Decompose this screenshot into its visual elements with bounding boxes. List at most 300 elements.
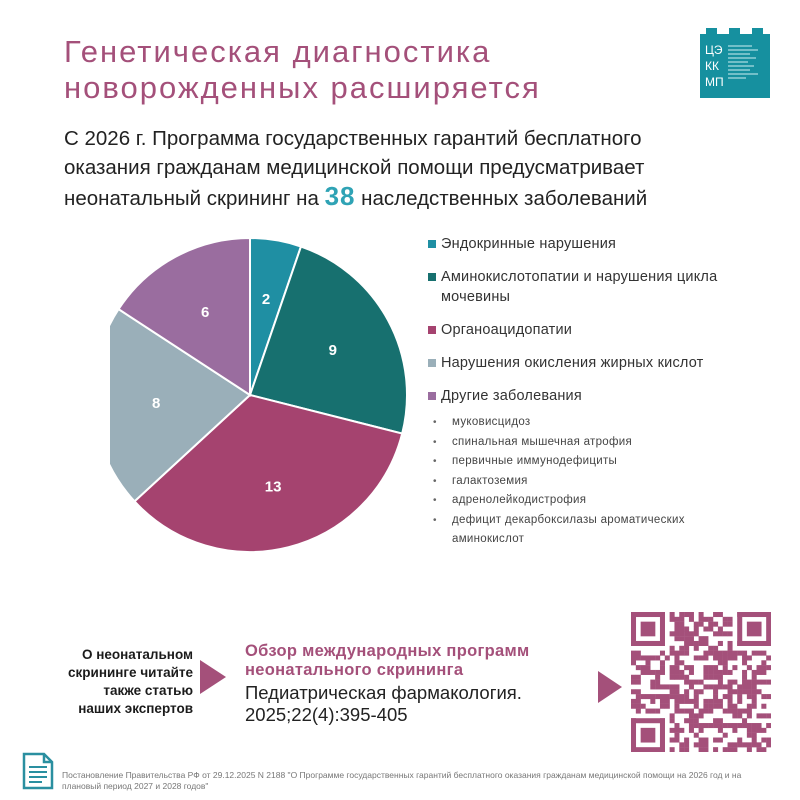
qr-module — [670, 646, 675, 651]
review-citation-line-1: Педиатрическая фармакология. — [245, 682, 522, 703]
qr-module — [674, 631, 679, 636]
qr-module — [650, 655, 655, 660]
qr-module — [645, 709, 650, 714]
triangle-arrow-icon — [200, 660, 226, 694]
svg-text:КК: КК — [705, 59, 719, 73]
qr-module — [650, 684, 655, 689]
qr-module — [650, 694, 655, 699]
qr-module — [713, 747, 718, 752]
qr-module — [674, 723, 679, 728]
qr-module — [752, 738, 757, 743]
qr-module — [713, 670, 718, 675]
qr-module — [699, 728, 704, 733]
qr-module — [732, 713, 737, 718]
qr-module — [728, 655, 733, 660]
qr-module — [732, 728, 737, 733]
qr-finder — [631, 641, 665, 646]
qr-module — [713, 738, 718, 743]
qr-module — [708, 651, 713, 656]
qr-module — [757, 742, 762, 747]
qr-module — [708, 622, 713, 627]
qr-module — [742, 651, 747, 656]
qr-module — [670, 670, 675, 675]
qr-module — [655, 709, 660, 714]
qr-module — [752, 675, 757, 680]
qr-module — [703, 709, 708, 714]
qr-module — [631, 704, 636, 709]
qr-module — [723, 660, 728, 665]
legend-item-endocrine — [428, 234, 748, 254]
svg-text:ЦЭ: ЦЭ — [705, 43, 723, 57]
qr-module — [723, 723, 728, 728]
qr-module — [679, 699, 684, 704]
qr-module — [694, 655, 699, 660]
qr-module — [665, 704, 670, 709]
qr-module — [684, 641, 689, 646]
qr-module — [660, 670, 665, 675]
qr-code[interactable] — [631, 612, 771, 752]
qr-module — [732, 742, 737, 747]
other-disease-item: • галактоземия — [428, 472, 748, 492]
legend-label-aminoacidopathies: Аминокислотопатии и нарушения цикла мочевины — [441, 269, 718, 305]
qr-module — [636, 689, 641, 694]
qr-finder — [641, 728, 656, 743]
qr-module — [665, 694, 670, 699]
qr-module — [757, 723, 762, 728]
qr-module — [757, 713, 762, 718]
qr-module — [713, 646, 718, 651]
source-footnote: Постановление Правительства РФ от 29.12.2025 N 2188 "О Программе государственных гарантий бесплатного оказания гражданам медицинской помощи на 2026 год и на плановый период 2027 и 2028 годов" — [62, 770, 742, 791]
qr-module — [699, 742, 704, 747]
qr-module — [713, 689, 718, 694]
review-title-line-1: Обзор международных программ — [245, 642, 530, 660]
qr-module — [737, 723, 742, 728]
qr-module — [718, 626, 723, 631]
see-also-line-1: О неонатальном — [81, 647, 193, 662]
qr-module — [723, 655, 728, 660]
qr-module — [718, 699, 723, 704]
intro-line-2: оказания гражданам медицинской помощи предусматривает — [64, 156, 645, 179]
qr-module — [708, 617, 713, 622]
qr-module — [747, 689, 752, 694]
qr-module — [732, 680, 737, 685]
pie-value-label-1: 2 — [261, 290, 271, 308]
qr-module — [655, 684, 660, 689]
qr-module — [679, 742, 684, 747]
qr-module — [747, 665, 752, 670]
review-citation-line-2: 2025;22(4):395-405 — [245, 704, 408, 725]
qr-module — [684, 709, 689, 714]
qr-module — [757, 680, 762, 685]
qr-module — [703, 617, 708, 622]
qr-module — [660, 665, 665, 670]
legend-swatch-aminoacidopathies — [428, 273, 436, 281]
qr-module — [766, 723, 771, 728]
qr-module — [713, 631, 718, 636]
qr-module — [713, 723, 718, 728]
qr-module — [631, 651, 636, 656]
qr-module — [689, 665, 694, 670]
qr-module — [737, 694, 742, 699]
qr-module — [703, 747, 708, 752]
qr-module — [699, 617, 704, 622]
qr-module — [747, 728, 752, 733]
qr-module — [684, 689, 689, 694]
legend-swatch-endocrine — [428, 240, 436, 248]
qr-module — [718, 680, 723, 685]
qr-module — [679, 631, 684, 636]
qr-module — [694, 622, 699, 627]
qr-module — [757, 747, 762, 752]
pie-chart — [110, 230, 420, 560]
qr-module — [674, 670, 679, 675]
qr-module — [684, 699, 689, 704]
qr-module — [742, 709, 747, 714]
qr-module — [703, 675, 708, 680]
qr-module — [679, 646, 684, 651]
legend-swatch-fatty-acid-oxidation — [428, 359, 436, 367]
qr-module — [670, 675, 675, 680]
qr-module — [728, 747, 733, 752]
qr-module — [728, 742, 733, 747]
qr-finder — [631, 718, 636, 752]
qr-module — [679, 694, 684, 699]
qr-module — [757, 670, 762, 675]
legend-swatch-organic-acidurias — [428, 326, 436, 334]
review-title[interactable] — [245, 642, 615, 680]
qr-module — [752, 742, 757, 747]
qr-module — [699, 747, 704, 752]
qr-module — [665, 699, 670, 704]
qr-module — [703, 636, 708, 641]
review-citation — [245, 682, 615, 726]
intro-line-1: С 2026 г. Программа государственных гарантий бесплатного — [64, 127, 642, 150]
qr-module — [742, 660, 747, 665]
qr-module — [689, 699, 694, 704]
qr-module — [670, 694, 675, 699]
qr-module — [699, 655, 704, 660]
qr-finder — [747, 622, 762, 637]
qr-module — [636, 709, 641, 714]
qr-module — [703, 665, 708, 670]
qr-module — [761, 747, 766, 752]
qr-module — [742, 689, 747, 694]
qr-module — [699, 622, 704, 627]
qr-module — [708, 709, 713, 714]
qr-module — [718, 651, 723, 656]
qr-module — [718, 612, 723, 617]
qr-module — [723, 651, 728, 656]
qr-module — [742, 684, 747, 689]
qr-module — [650, 670, 655, 675]
qr-module — [708, 646, 713, 651]
triangle-arrow-icon — [598, 671, 622, 703]
legend-label-organic-acidurias: Органоацидопатии — [441, 322, 573, 338]
qr-finder — [631, 612, 636, 646]
qr-module — [636, 699, 641, 704]
qr-module — [689, 728, 694, 733]
qr-module — [684, 747, 689, 752]
qr-module — [636, 665, 641, 670]
qr-module — [674, 626, 679, 631]
qr-module — [636, 680, 641, 685]
qr-module — [718, 631, 723, 636]
qr-module — [674, 733, 679, 738]
qr-module — [670, 665, 675, 670]
qr-module — [737, 689, 742, 694]
qr-module — [650, 709, 655, 714]
qr-module — [674, 665, 679, 670]
qr-module — [713, 699, 718, 704]
qr-module — [645, 655, 650, 660]
legend-swatch-other — [428, 392, 436, 400]
title-line-2: новорожденных расширяется — [64, 70, 541, 105]
qr-module — [737, 738, 742, 743]
page-title — [64, 34, 624, 106]
other-disease-item: • первичные иммунодефициты — [428, 452, 748, 472]
qr-module — [713, 655, 718, 660]
qr-module — [761, 680, 766, 685]
qr-module — [674, 684, 679, 689]
qr-module — [713, 622, 718, 627]
qr-module — [679, 747, 684, 752]
qr-module — [699, 738, 704, 743]
qr-module — [660, 704, 665, 709]
qr-module — [752, 704, 757, 709]
qr-module — [766, 713, 771, 718]
chart-legend — [428, 234, 748, 550]
qr-finder — [737, 612, 742, 646]
qr-module — [708, 626, 713, 631]
qr-module — [742, 723, 747, 728]
qr-module — [747, 655, 752, 660]
qr-module — [728, 651, 733, 656]
qr-module — [732, 747, 737, 752]
qr-module — [670, 631, 675, 636]
qr-module — [674, 636, 679, 641]
qr-module — [645, 660, 650, 665]
qr-module — [699, 641, 704, 646]
qr-module — [684, 718, 689, 723]
see-also-line-4: наших экспертов — [78, 701, 193, 716]
qr-module — [713, 675, 718, 680]
qr-module — [645, 670, 650, 675]
qr-module — [684, 612, 689, 617]
qr-module — [713, 684, 718, 689]
qr-module — [641, 655, 646, 660]
qr-finder — [631, 612, 665, 617]
qr-module — [689, 709, 694, 714]
qr-module — [674, 655, 679, 660]
qr-module — [699, 680, 704, 685]
qr-module — [766, 694, 771, 699]
qr-module — [694, 689, 699, 694]
qr-finder — [737, 641, 771, 646]
qr-module — [641, 670, 646, 675]
qr-module — [752, 728, 757, 733]
qr-module — [718, 641, 723, 646]
qr-module — [703, 641, 708, 646]
qr-module — [728, 699, 733, 704]
qr-module — [728, 709, 733, 714]
qr-module — [747, 733, 752, 738]
cekkmp-logo — [700, 28, 770, 98]
qr-module — [718, 704, 723, 709]
qr-module — [679, 728, 684, 733]
qr-module — [728, 680, 733, 685]
other-disease-item: • муковисцидоз — [428, 413, 748, 433]
svg-text:МП: МП — [705, 75, 724, 89]
qr-module — [766, 665, 771, 670]
qr-module — [723, 670, 728, 675]
qr-module — [757, 728, 762, 733]
qr-module — [670, 612, 675, 617]
qr-module — [747, 742, 752, 747]
qr-module — [645, 694, 650, 699]
qr-module — [660, 684, 665, 689]
qr-module — [679, 651, 684, 656]
legend-label-endocrine: Эндокринные нарушения — [441, 236, 617, 252]
other-disease-item: • адренолейкодистрофия — [428, 491, 748, 511]
qr-module — [689, 713, 694, 718]
qr-module — [752, 689, 757, 694]
qr-module — [732, 704, 737, 709]
qr-module — [761, 713, 766, 718]
qr-module — [674, 694, 679, 699]
legend-label-fatty-acid-oxidation: Нарушения окисления жирных кислот — [441, 355, 704, 371]
qr-module — [660, 699, 665, 704]
qr-module — [631, 689, 636, 694]
qr-module — [679, 670, 684, 675]
qr-module — [631, 660, 636, 665]
qr-module — [699, 713, 704, 718]
qr-module — [660, 651, 665, 656]
qr-module — [732, 651, 737, 656]
qr-module — [761, 660, 766, 665]
qr-module — [723, 631, 728, 636]
qr-module — [766, 738, 771, 743]
qr-module — [694, 723, 699, 728]
qr-module — [631, 699, 636, 704]
qr-module — [641, 694, 646, 699]
qr-finder — [766, 612, 771, 646]
qr-module — [723, 684, 728, 689]
intro-line-3 — [64, 182, 764, 213]
qr-module — [660, 660, 665, 665]
qr-module — [670, 747, 675, 752]
qr-module — [728, 689, 733, 694]
qr-module — [650, 680, 655, 685]
qr-module — [694, 742, 699, 747]
qr-module — [679, 612, 684, 617]
qr-module — [699, 689, 704, 694]
qr-module — [752, 680, 757, 685]
qr-module — [670, 738, 675, 743]
qr-module — [728, 670, 733, 675]
qr-module — [650, 699, 655, 704]
qr-module — [655, 680, 660, 685]
qr-module — [665, 655, 670, 660]
qr-module — [694, 699, 699, 704]
review-article-link[interactable] — [245, 642, 615, 726]
qr-module — [684, 665, 689, 670]
qr-module — [752, 694, 757, 699]
qr-module — [674, 651, 679, 656]
qr-module — [679, 622, 684, 627]
qr-module — [660, 694, 665, 699]
qr-module — [723, 709, 728, 714]
qr-module — [713, 651, 718, 656]
legend-item-organic-acidurias — [428, 320, 748, 340]
pie-value-label-2: 9 — [328, 342, 338, 360]
qr-module — [674, 689, 679, 694]
qr-module — [679, 626, 684, 631]
qr-module — [655, 694, 660, 699]
qr-module — [694, 631, 699, 636]
qr-module — [665, 684, 670, 689]
qr-module — [689, 680, 694, 685]
qr-module — [718, 723, 723, 728]
qr-module — [708, 723, 713, 728]
qr-module — [752, 733, 757, 738]
qr-module — [636, 675, 641, 680]
qr-module — [766, 655, 771, 660]
qr-module — [761, 738, 766, 743]
qr-module — [728, 704, 733, 709]
qr-module — [703, 742, 708, 747]
qr-module — [674, 622, 679, 627]
qr-module — [684, 694, 689, 699]
qr-module — [674, 709, 679, 714]
qr-module — [761, 670, 766, 675]
qr-module — [674, 738, 679, 743]
qr-module — [694, 641, 699, 646]
qr-module — [752, 684, 757, 689]
legend-label-other: Другие заболевания — [441, 388, 582, 404]
qr-module — [728, 723, 733, 728]
qr-module — [641, 665, 646, 670]
qr-module — [747, 709, 752, 714]
qr-module — [689, 641, 694, 646]
qr-module — [752, 651, 757, 656]
document-icon — [22, 752, 54, 790]
qr-module — [723, 694, 728, 699]
qr-module — [645, 665, 650, 670]
qr-module — [689, 612, 694, 617]
qr-module — [655, 675, 660, 680]
qr-module — [757, 665, 762, 670]
qr-module — [723, 622, 728, 627]
pie-value-label-3: 13 — [264, 478, 282, 496]
qr-module — [723, 617, 728, 622]
qr-module — [737, 709, 742, 714]
qr-module — [742, 670, 747, 675]
qr-module — [703, 626, 708, 631]
qr-module — [718, 718, 723, 723]
qr-module — [674, 660, 679, 665]
qr-module — [747, 747, 752, 752]
qr-module — [684, 636, 689, 641]
qr-module — [684, 651, 689, 656]
qr-module — [761, 665, 766, 670]
qr-module — [689, 723, 694, 728]
qr-finder — [631, 747, 665, 752]
qr-module — [747, 694, 752, 699]
qr-module — [674, 728, 679, 733]
qr-module — [713, 665, 718, 670]
qr-module — [631, 675, 636, 680]
qr-module — [747, 680, 752, 685]
